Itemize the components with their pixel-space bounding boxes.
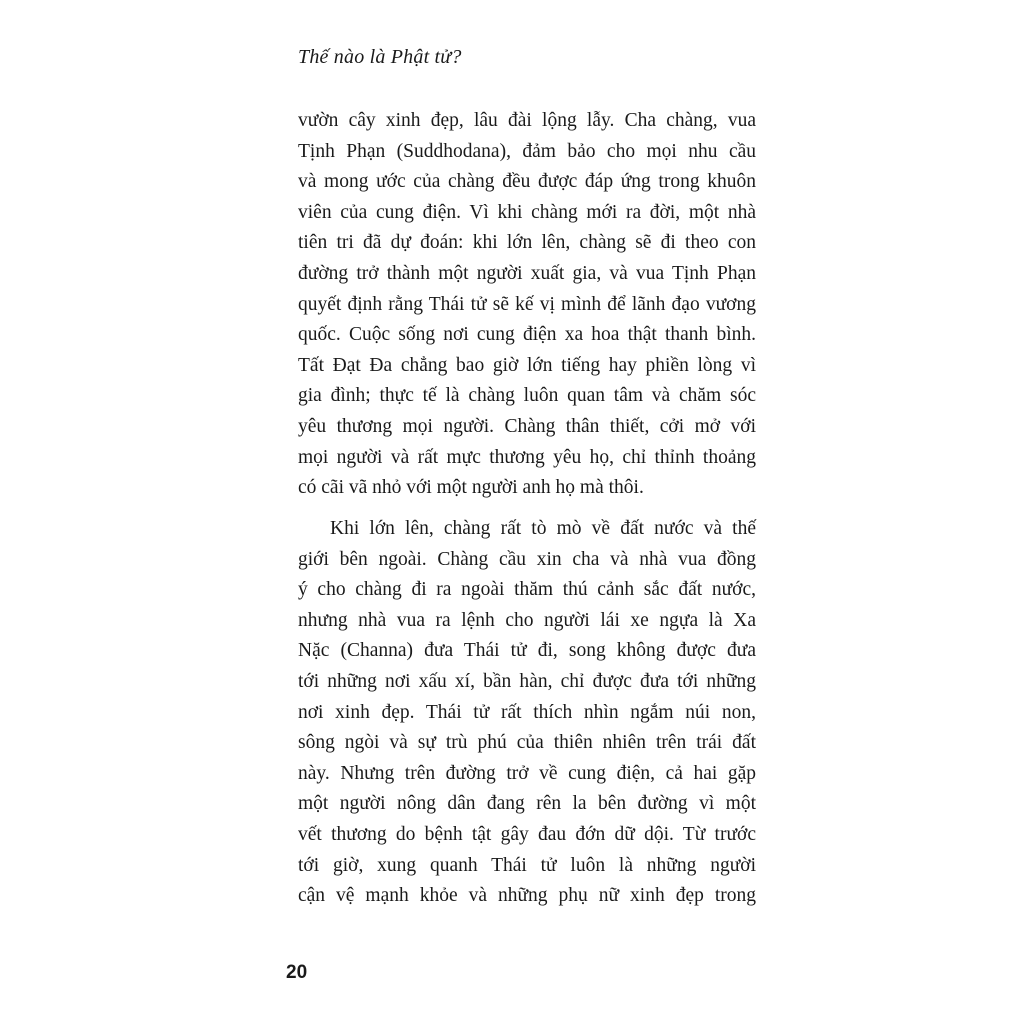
text-line: tiên tri đã dự đoán: khi lớn lên, chàng sẽ đi theo con: [298, 232, 756, 254]
text-line: tới những nơi xấu xí, bần hàn, chỉ được đưa tới những: [298, 670, 756, 692]
text-line: viên của cung điện. Vì khi chàng mới ra đời, một nhà: [298, 201, 756, 223]
page-number: 20: [286, 962, 308, 983]
text-line: giới bên ngoài. Chàng cầu xin cha và nhà vua đồng: [298, 548, 756, 570]
text-line: yêu thương mọi người. Chàng thân thiết, cởi mở với: [298, 415, 756, 437]
text-line: mọi người và rất mực thương yêu họ, chỉ thỉnh thoảng: [298, 446, 756, 468]
text-line: nơi xinh đẹp. Thái tử rất thích nhìn ngắm núi non,: [298, 701, 756, 723]
running-header-title: Thế nào là Phật tử?: [298, 46, 462, 68]
text-line: một người nông dân đang rên la bên đường vì một: [298, 793, 756, 815]
text-line: sông ngòi và sự trù phú của thiên nhiên trên trái đất: [298, 732, 756, 754]
text-line: cận vệ mạnh khỏe và những phụ nữ xinh đẹp trong: [298, 885, 756, 907]
text-line: có cãi vã nhỏ với một người anh họ mà thôi.: [298, 477, 644, 499]
text-line: vết thương do bệnh tật gây đau đớn dữ dội. Từ trước: [298, 823, 756, 845]
text-line: gia đình; thực tế là chàng luôn quan tâm và chăm sóc: [298, 385, 756, 407]
text-line: và mong ước của chàng đều được đáp ứng trong khuôn: [298, 171, 756, 193]
text-line: Nặc (Channa) đưa Thái tử đi, song không được đưa: [298, 640, 756, 662]
text-line: Tất Đạt Đa chẳng bao giờ lớn tiếng hay phiền lòng vì: [298, 354, 756, 376]
text-line: quyết định rằng Thái tử sẽ kế vị mình để lãnh đạo vương: [298, 293, 756, 315]
body-paragraph: [298, 106, 756, 504]
text-line: này. Nhưng trên đường trở về cung điện, cả hai gặp: [298, 762, 756, 784]
text-line: Tịnh Phạn (Suddhodana), đảm bảo cho mọi nhu cầu: [298, 140, 756, 162]
text-line: Khi lớn lên, chàng rất tò mò về đất nước và thế: [330, 518, 756, 539]
body-paragraph: [298, 514, 756, 912]
text-line: nhưng nhà vua ra lệnh cho người lái xe ngựa là Xa: [298, 609, 756, 631]
text-line: tới giờ, xung quanh Thái tử luôn là những người: [298, 854, 756, 876]
text-line: vườn cây xinh đẹp, lâu đài lộng lẫy. Cha chàng, vua: [298, 110, 756, 131]
text-line: ý cho chàng đi ra ngoài thăm thú cảnh sắc đất nước,: [298, 579, 756, 601]
text-line: quốc. Cuộc sống nơi cung điện xa hoa thật thanh bình.: [298, 324, 756, 346]
text-line: đường trở thành một người xuất gia, và vua Tịnh Phạn: [298, 262, 756, 284]
